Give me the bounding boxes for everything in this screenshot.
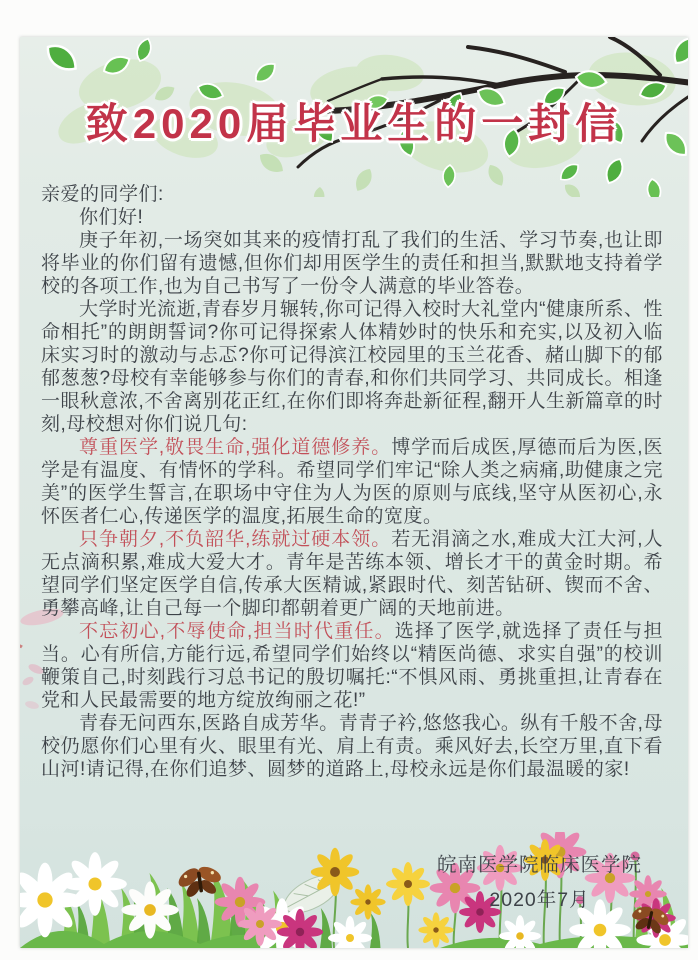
letter-body [41,183,663,781]
paragraph-text: 大学时光流逝,青春岁月辗转,你可记得入校时大礼堂内“健康所系、性命相托”的朗朗誓词?你可记得探索人体精妙时的快乐和充实,以及初入临床实习时的激动与忐忑?你可记得滨江校园里的玉兰花香、赭山脚下的郁郁葱葱?母校有幸能够参与你们的青春,和你们共同学习、共同成长。相逢一眼秋意浓,不舍离别花正红,在你们即将奔赴新征程,翻开人生新篇章的时刻,母校想对你们说几句: [41,299,663,435]
paragraph [41,436,663,528]
paragraph-text: 博学而后成医,厚德而后为医,医学是有温度、有情怀的学科。希望同学们牢记“除人类之病痛,助健康之完美”的医学生誓言,在职场中守住为人为医的原则与底线,坚守从医初心,永怀医者仁心,传递医学的温度,拓展生命的宽度。 [41,437,663,527]
signature-date: 2020年7月 [489,889,590,911]
letter-title: 致2020届毕业生的一封信 [85,100,623,147]
paragraph [41,620,663,712]
paragraph [41,528,663,620]
paragraph-lead: 只争朝夕,不负韶华,练就过硬本领。 [79,529,392,550]
paragraph-text: 选择了医学,就选择了责任与担当。心有所信,方能行远,希望同学们始终以“精医尚德、求实自强”的校训鞭策自己,时刻践行习总书记的殷切嘱托:“不惧风雨、勇挑重担,让青春在党和人民最需要的地方绽放绚丽之花!” [41,621,663,711]
signature-organization: 皖南医学院临床医学院 [436,854,642,876]
signature-block [437,849,642,912]
paragraph [41,229,663,298]
paragraph [41,206,663,229]
letter-page [20,37,688,948]
paragraph-lead: 尊重医学,敬畏生命,强化道德修养。 [79,437,392,458]
paragraph-text: 若无涓滴之水,难成大江大河,人无点滴积累,难成大爱大才。青年是苦练本领、增长才干的黄金时期。希望同学们坚定医学自信,传承大医精诚,紧跟时代、刻苦钻研、锲而不舍、勇攀高峰,让自己每一个脚印都朝着更广阔的天地前进。 [41,529,663,619]
paragraph [41,298,663,436]
paragraph-text: 青春无问西东,医路自成芳华。青青子衿,悠悠我心。纵有千般不舍,母校仍愿你们心里有火、眼里有光、肩上有责。乘风好去,长空万里,直下看山河!请记得,在你们追梦、圆梦的道路上,母校永远是你们最温暖的家! [41,713,663,780]
paragraph-text: 庚子年初,一场突如其来的疫情打乱了我们的生活、学习节奏,也让即将毕业的你们留有遗憾,但你们却用医学生的责任和担当,默默地支持着学校的各项工作,也为自己书写了一份令人满意的毕业答卷。 [41,230,663,297]
paragraph-text: 你们好! [79,207,144,228]
paragraph [41,712,663,781]
salutation: 亲爱的同学们: [41,184,164,205]
paragraph-lead: 不忘初心,不辱使命,担当时代重任。 [79,621,395,642]
